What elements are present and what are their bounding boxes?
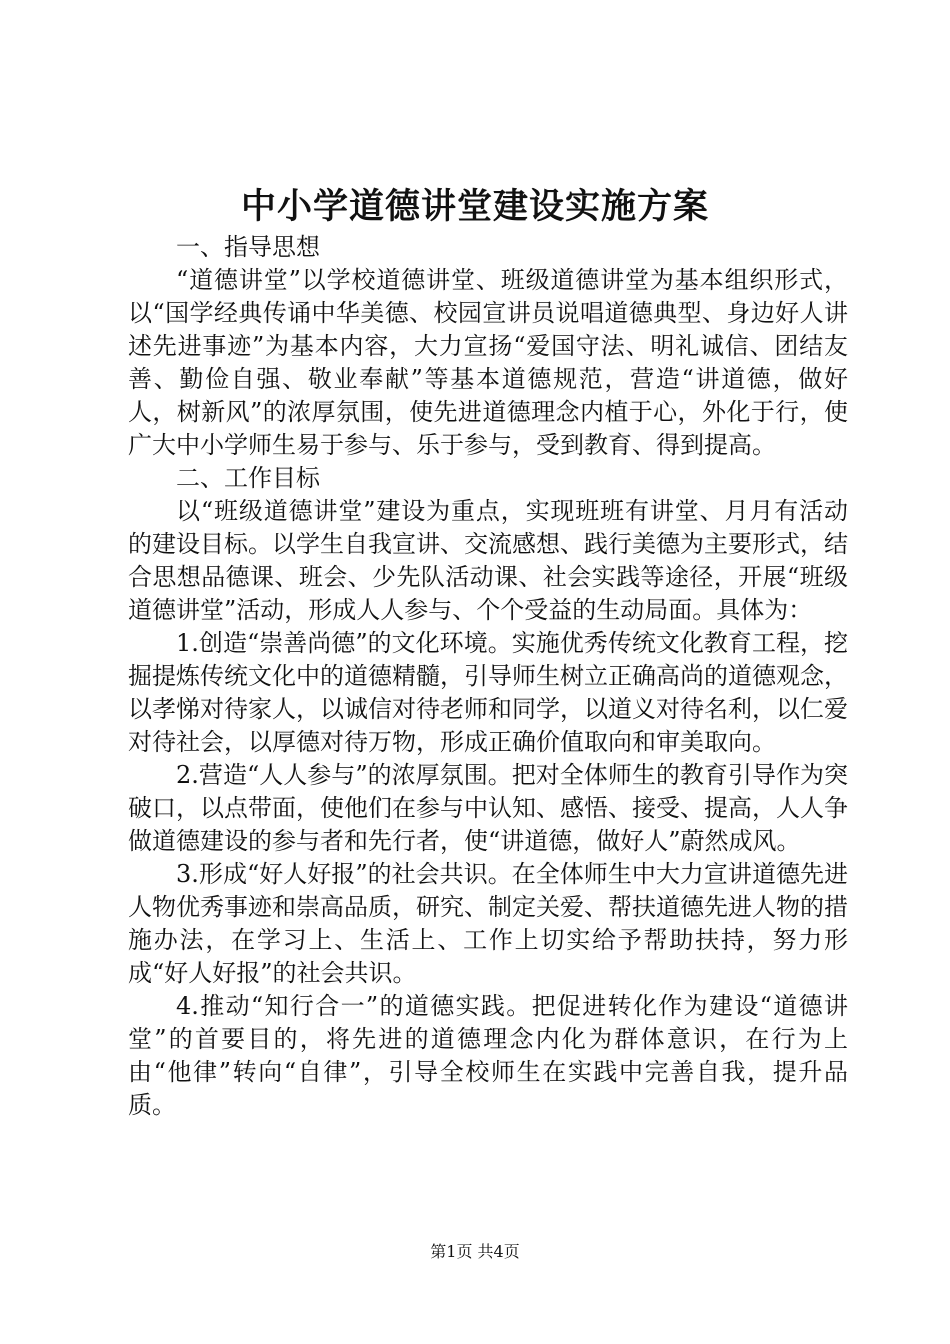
paragraph-goal-2: 2.营造“人人参与”的浓厚氛围。把对全体师生的教育引导作为突破口，以点带面，使他们在参与中认知、感悟、接受、提高，人人争做道德建设的参与者和先行者，使“讲道德，做好人”蔚然成风。 xyxy=(128,761,848,855)
document-title: 中小学道德讲堂建设实施方案 xyxy=(240,187,709,227)
paragraph-goal-3: 3.形成“好人好报”的社会共识。在全体师生中大力宣讲道德先进人物优秀事迹和崇高品质，研究、制定关爱、帮扶道德先进人物的措施办法，在学习上、生活上、工作上切实给予帮助扶持，努力形成“好人好报”的社会共识。 xyxy=(128,860,848,987)
paragraph-guiding-ideology: “道德讲堂”以学校道德讲堂、班级道德讲堂为基本组织形式，以“国学经典传诵中华美德、校园宣讲员说唱道德典型、身边好人讲述先进事迹”为基本内容，大力宣扬“爱国守法、明礼诚信、团结友善、勤俭自强、敬业奉献”等基本道德规范，营造“讲道德，做好人，树新风”的浓厚氛围，使先进道德理念内植于心，外化于行，使广大中小学师生易于参与、乐于参与，受到教育、得到提高。 xyxy=(128,266,848,459)
paragraph-goal-1: 1.创造“崇善尚德”的文化环境。实施优秀传统文化教育工程，挖掘提炼传统文化中的道德精髓，引导师生树立正确高尚的道德观念，以孝悌对待家人，以诚信对待老师和同学，以道义对待名利，以仁爱对待社会，以厚德对待万物，形成正确价值取向和审美取向。 xyxy=(128,629,848,756)
page-number-footer: 第1页 共4页 xyxy=(430,1242,520,1261)
section-heading-work-goals: 二、工作目标 xyxy=(176,464,320,492)
section-heading-guiding-ideology: 一、指导思想 xyxy=(176,233,320,261)
paragraph-work-goals: 以“班级道德讲堂”建设为重点，实现班班有讲堂、月月有活动的建设目标。以学生自我宣讲、交流感想、践行美德为主要形式，结合思想品德课、班会、少先队活动课、社会实践等途径，开展“班级道德讲堂”活动，形成人人参与、个个受益的生动局面。具体为： xyxy=(128,497,848,624)
document-body xyxy=(128,231,848,1122)
paragraph-goal-4: 4.推动“知行合一”的道德实践。把促进转化作为建设“道德讲堂”的首要目的，将先进的道德理念内化为群体意识，在行为上由“他律”转向“自律”，引导全校师生在实践中完善自我，提升品质。 xyxy=(128,992,848,1119)
